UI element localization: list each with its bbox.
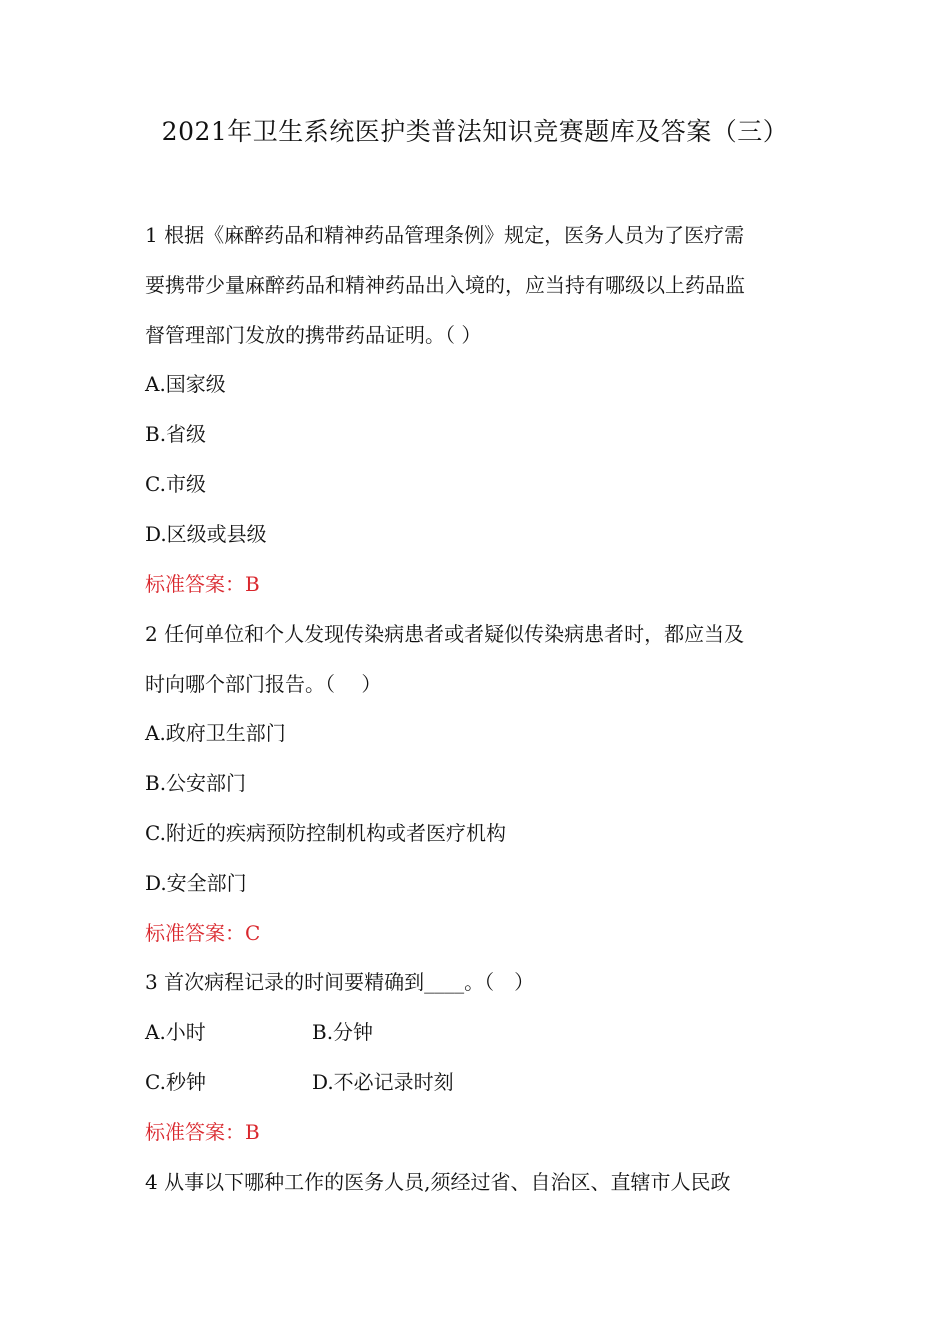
question-3-option-b: B.分钟	[312, 1020, 374, 1044]
question-4-line-1: 4 从事以下哪种工作的医务人员,须经过省、自治区、直辖市人民政	[145, 1170, 731, 1194]
question-1-option-c: C.市级	[145, 472, 206, 496]
question-3-option-d: D.不必记录时刻	[312, 1070, 454, 1094]
question-1-answer: 标准答案：B	[145, 572, 260, 596]
question-2-option-d: D.安全部门	[145, 871, 247, 895]
question-2-option-c: C.附近的疾病预防控制机构或者医疗机构	[145, 821, 506, 845]
question-2-option-b: B.公安部门	[145, 771, 247, 795]
question-1-option-d: D.区级或县级	[145, 522, 267, 546]
question-2-option-a: A.政府卫生部门	[145, 721, 286, 745]
page-title: 2021年卫生系统医护类普法知识竞赛题库及答案（三）	[161, 117, 789, 146]
question-3-option-c: C.秒钟	[145, 1070, 206, 1094]
question-2-answer: 标准答案：C	[145, 921, 261, 945]
question-1-line-1: 1 根据《麻醉药品和精神药品管理条例》规定，医务人员为了医疗需	[145, 223, 745, 247]
question-1-option-a: A.国家级	[145, 372, 226, 396]
question-3-option-a: A.小时	[145, 1020, 206, 1044]
question-1-line-2: 要携带少量麻醉药品和精神药品出入境的，应当持有哪级以上药品监	[145, 273, 745, 297]
question-3-line-1: 3 首次病程记录的时间要精确到____。（ ）	[145, 970, 535, 994]
question-1-line-3: 督管理部门发放的携带药品证明。（ ）	[145, 323, 482, 347]
question-2-line-2: 时向哪个部门报告。（ ）	[145, 672, 382, 696]
question-2-line-1: 2 任何单位和个人发现传染病患者或者疑似传染病患者时，都应当及	[145, 622, 745, 646]
question-3-answer: 标准答案：B	[145, 1120, 260, 1144]
question-1-option-b: B.省级	[145, 422, 207, 446]
